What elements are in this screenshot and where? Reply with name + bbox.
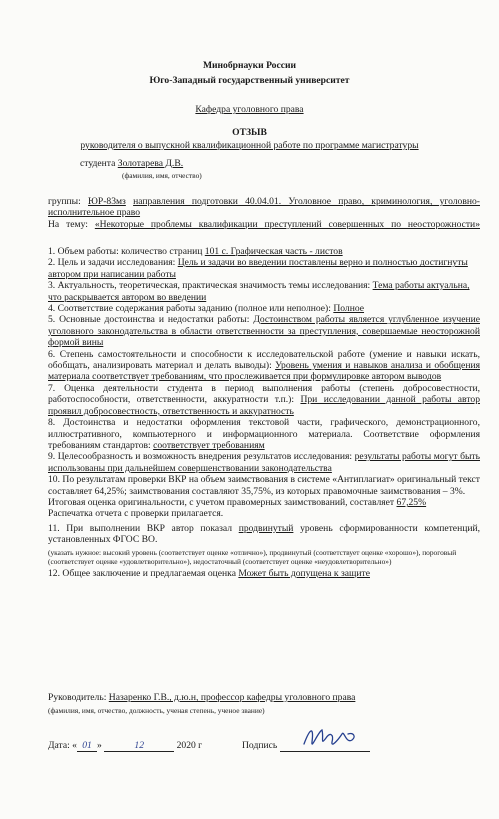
topic-value: «Некоторые проблемы квалификации преступлений совершенных по неосторожности» (94, 218, 480, 230)
item-5: 5. Основные достоинства и недостатки работы: Достоинством работы является углубленное изучение уголовного законодательства в области ответственности за преступления, совершаемые неосторожной формой вины (48, 314, 480, 349)
item-4: 4. Соответствие содержания работы заданию (полное или неполное): Полное (48, 303, 365, 315)
date-line: Дата: « 01 » 12 2020 г (48, 740, 203, 751)
student-prefix: студента (80, 158, 116, 169)
document-title: ОТЗЫВ (232, 127, 267, 138)
student-name: Золотарева Д.В. (117, 158, 184, 169)
supervisor-line (48, 692, 355, 703)
student-name-hint: (фамилия, имя, отчество) (122, 171, 202, 180)
printout-note: Распечатка отчета с проверки прилагается. (48, 508, 224, 520)
date-day: 01 (77, 740, 97, 752)
handwritten-signature (298, 720, 360, 754)
supervisor-hint: (фамилия, имя, отчество, должность, ученая степень, ученое звание) (48, 706, 265, 715)
originality-line: Итоговая оценка оригинальности, с учетом правомерных заимствований, составляет 67,25% (48, 496, 427, 508)
item-9: 9. Целесообразность и возможность внедрения результатов исследования: результаты работы могут быть использованы при дальнейшем совершенствовании законодательства (48, 451, 480, 474)
item-8: 8. Достоинства и недостатки оформления текстовой части, графического, демонстрационного, иллюстративного, компьютерного и информационного материала. Соответствие оформления требованиям стандартов: соответствует требованиям (48, 417, 480, 451)
university-name: Юго-Западный государственный университет (149, 75, 350, 86)
group-block (48, 196, 480, 230)
date-year: 2020 г (176, 740, 203, 751)
student-line (80, 158, 183, 169)
item-6: 6. Степень самостоятельности и способности к исследовательской работе (умение и навыки искать, обобщать, анализировать материал и делать выводы): Уровень умения и навыков анализа и обобщения материала соответствует требованиям, что прослеживается при формулировке автором выводов (48, 348, 480, 383)
item-11-note: (указать нужное: высокий уровень (соответствует оценке «отлично»), продвинутый (соответствует оценке «хорошо»), пороговый (соответствует оценке «удовлетворительно»), недостаточный (соответствует оценке «неудовлетворительно») (48, 547, 457, 566)
group-value: ЮР-83мз (88, 196, 126, 207)
item-2: 2. Цель и задачи исследования: Цель и задачи во введении поставлены верно и полностью достигнуты автором при написании работы (48, 257, 468, 280)
topic-label: На тему: (48, 218, 88, 230)
department-name: Кафедра уголовного права (195, 104, 304, 115)
supervisor-value: Назаренко Г.В., д.ю.н, профессор кафедры уголовного права (108, 692, 356, 703)
ministry-name: Минобрнауки России (202, 60, 297, 71)
competence-level: продвинутый (238, 522, 294, 534)
group-label: группы: (48, 196, 81, 207)
item-11: 11. При выполнении ВКР автор показал продвинутый уровень сформированности компетенций, установленных ФГОС ВО. (48, 522, 481, 546)
direction-value: направления подготовки 40.04.01. Уголовное право, криминология, уголовно-исполнительное право (48, 196, 480, 219)
signature-label: Подпись (242, 740, 278, 751)
date-month: 12 (104, 740, 174, 752)
document-subtitle: руководителя о выпускной квалификационной работе по программе магистратуры (80, 140, 419, 151)
item-12: 12. Общее заключение и предлагаемая оценка Может быть допущена к защите (48, 567, 370, 579)
item-10: 10. По результатам проверки ВКР на объем заимствования в системе «Антиплагиат» оригинальный текст составляет 64,25%; заимствования составляют 35,75%, из которых правомочные заимствования – 3%. (48, 474, 480, 497)
supervisor-label: Руководитель: (48, 692, 107, 703)
review-items (48, 246, 480, 579)
item-3: 3. Актуальность, теоретическая, практическая значимость темы исследования: Тема работы актуальна, что раскрывается автором во введении (48, 280, 470, 303)
item-1: 1. Объем работы: количество страниц 101 с. Графическая часть - листов (48, 246, 343, 257)
item-7: 7. Оценка деятельности студента в период выполнения работы (степень добросовестности, работоспособности, ответственности, аккуратности т.п.): При исследовании данной работы автор проявил добросовестность, ответственность и аккуратность (48, 382, 480, 417)
originality-value: 67,25% (396, 496, 427, 508)
final-assessment: Может быть допущена к защите (238, 567, 370, 579)
